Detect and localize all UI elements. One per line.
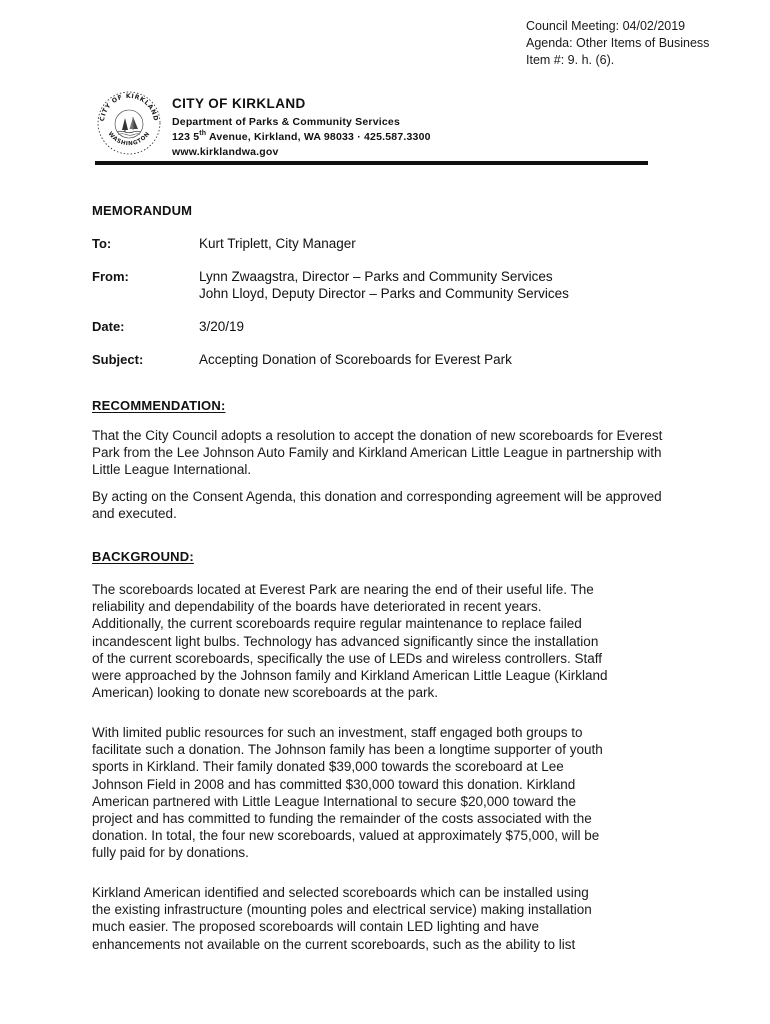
text-line: sports in Kirkland. Their family donated $39,000 towards the scoreboard at Lee <box>92 759 564 775</box>
text-line: With limited public resources for such an investment, staff engaged both groups to <box>92 725 583 740</box>
from-label: From: <box>92 269 129 284</box>
letterhead <box>172 96 431 160</box>
to-value: Kurt Triplett, City Manager <box>199 236 356 251</box>
text-line: incandescent light bulbs. Technology has advanced significantly since the installation <box>92 633 599 649</box>
text-line: American) looking to donate new scoreboards at the park. <box>92 685 438 701</box>
background-heading: BACKGROUND: <box>92 549 194 564</box>
address-rest: Avenue, Kirkland, WA 98033 · 425.587.3300 <box>206 131 431 143</box>
text-line: were approached by the Johnson family and Kirkland American Little League (Kirkland <box>92 668 608 684</box>
address-number: 123 5 <box>172 131 200 143</box>
seal-text-top: CITY OF KIRKLAND <box>98 92 160 122</box>
meeting-info <box>526 18 709 69</box>
text-line: facilitate such a donation. The Johnson family has been a longtime supporter of youth <box>92 742 603 758</box>
seal-text-bottom: WASHINGTON <box>106 130 152 148</box>
address-ordinal: th <box>199 130 207 137</box>
department-name: Department of Parks & Community Services <box>172 116 400 128</box>
from-person-2: John Lloyd, Deputy Director – Parks and Community Services <box>199 286 569 301</box>
background-paragraph-2 <box>92 724 603 862</box>
text-line: Kirkland American identified and selected scoreboards which can be installed using <box>92 885 589 900</box>
date-value: 3/20/19 <box>199 319 245 334</box>
text-line: Park from the Lee Johnson Auto Family and Kirkland American Little League in partnership with <box>92 445 662 461</box>
recommendation-paragraph-1 <box>92 427 662 479</box>
from-value <box>199 268 569 302</box>
text-line: the existing infrastructure (mounting poles and electrical service) making installation <box>92 902 592 918</box>
memo-title: MEMORANDUM <box>92 203 193 218</box>
text-line: much easier. The proposed scoreboards will contain LED lighting and have <box>92 919 540 935</box>
text-line: By acting on the Consent Agenda, this donation and corresponding agreement will be approved <box>92 489 662 504</box>
date-label: Date: <box>92 319 125 334</box>
website-link[interactable]: www.kirklandwa.gov <box>172 146 279 158</box>
text-line: fully paid for by donations. <box>92 845 249 861</box>
text-line: The scoreboards located at Everest Park are nearing the end of their useful life. The <box>92 582 594 597</box>
subject-value: Accepting Donation of Scoreboards for Everest Park <box>199 352 512 367</box>
letterhead-divider <box>95 161 648 165</box>
city-seal-icon <box>96 90 162 156</box>
background-paragraph-1 <box>92 581 608 701</box>
agenda-section: Agenda: Other Items of Business <box>526 36 710 50</box>
text-line: donation. In total, the four new scoreboards, valued at approximately $75,000, will be <box>92 828 600 844</box>
text-line: Johnson Field in 2008 and has committed $30,000 toward this donation. Kirkland <box>92 776 576 792</box>
agenda-item-number: Item #: 9. h. (6). <box>526 53 615 67</box>
text-line: American partnered with Little League International to secure $20,000 toward the <box>92 793 577 809</box>
text-line: and executed. <box>92 506 177 522</box>
from-person-1: Lynn Zwaagstra, Director – Parks and Community Services <box>199 269 553 284</box>
text-line: of the current scoreboards, specifically the use of LEDs and wireless controllers. Staff <box>92 650 602 666</box>
organization-name: CITY OF KIRKLAND <box>172 96 306 111</box>
text-line: Additionally, the current scoreboards require regular maintenance to replace failed <box>92 616 582 632</box>
to-label: To: <box>92 236 112 251</box>
text-line: That the City Council adopts a resolution to accept the donation of new scoreboards for Everest <box>92 428 663 443</box>
text-line: Little League International. <box>92 462 252 478</box>
recommendation-heading: RECOMMENDATION: <box>92 398 226 413</box>
subject-label: Subject: <box>92 352 144 367</box>
text-line: reliability and dependability of the boards have deteriorated in recent years. <box>92 599 542 615</box>
text-line: enhancements not available on the current scoreboards, such as the ability to list <box>92 936 576 952</box>
recommendation-paragraph-2 <box>92 488 662 522</box>
background-paragraph-3 <box>92 884 592 953</box>
department-address <box>172 130 431 145</box>
text-line: project and has committed to funding the remainder of the costs associated with the <box>92 811 592 827</box>
council-meeting-date: Council Meeting: 04/02/2019 <box>526 19 686 33</box>
